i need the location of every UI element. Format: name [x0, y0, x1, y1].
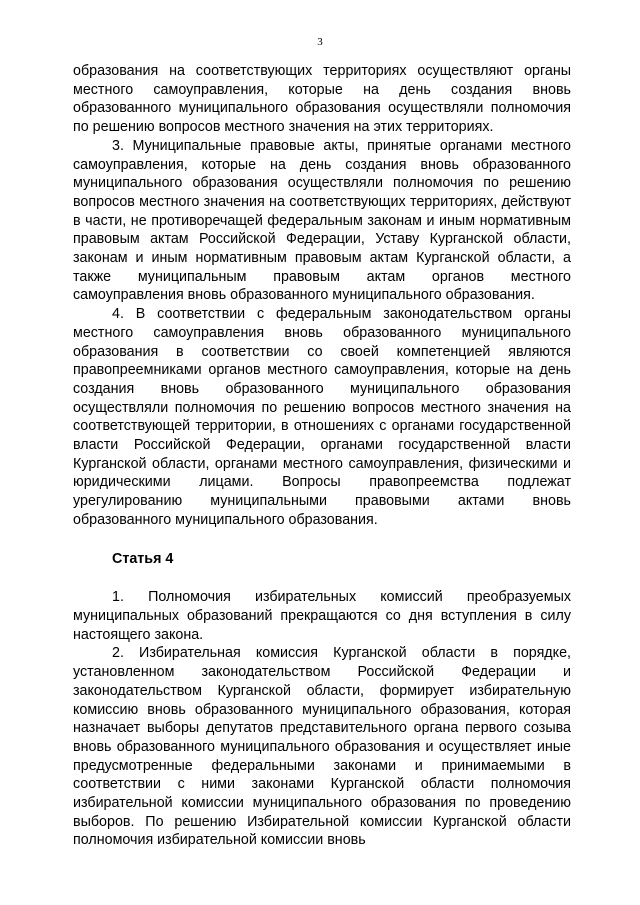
spacer: [73, 530, 571, 550]
page-number: 3: [317, 36, 323, 48]
article-paragraph-1: 1. Полномочия избирательных комиссий преобразуемых муниципальных образований прекращаются со дня вступления в силу настоящего закона.: [73, 589, 571, 643]
article-paragraph-2: 2. Избирательная комиссия Курганской области в порядке, установленном законодательством Российской Федерации и законодательством Курганской области, формирует избирательную комиссию вновь образованного муниципального образования, которая назначает выборы депутатов представительного органа первого созыва вновь образованного муниципального образования и осуществляет иные предусмотренные федеральными законами и принимаемыми в соответствии с ними законами Курганской области полномочия избирательной комиссии муниципального образования по проведению выборов. По решению Избирательной комиссии Курганской области полномочия избирательной комиссии вновь: [73, 645, 571, 849]
spacer: [73, 568, 571, 588]
document-body: [73, 62, 571, 850]
paragraph-item-3: 3. Муниципальные правовые акты, принятые органами местного самоуправления, которые на день создания вновь образованного муниципального образования осуществляли полномочия по решению вопросов местного значения на соответствующих территориях, действуют в части, не противоречащей федеральным законам и иным нормативным правовым актам Российской Федерации, Уставу Курганской области, законам и иным нормативным правовым актам Курганской области, а также муниципальным правовым актам органов местного самоуправления вновь образованного муниципального образования.: [73, 137, 571, 304]
article-heading: Статья 4: [112, 550, 174, 567]
paragraph-continuation: образования на соответствующих территориях осуществляют органы местного самоуправления, которые на день создания вновь образованного муниципального образования осуществляли полномочия по решению вопросов местного значения на этих территориях.: [73, 63, 571, 136]
paragraph-item-4: 4. В соответствии с федеральным законодательством органы местного самоуправления вновь образованного муниципального образования в соответствии со своей компетенцией являются правопреемниками органов местного самоуправления, которые на день создания вновь образованного муниципального образования осуществляли полномочия по решению вопросов местного значения на соответствующей территории, в отношениях с органами государственной власти Российской Федерации, органами государственной власти Курганской области, органами местного самоуправления, физическими и юридическими лицами. Вопросы правопреемства подлежат урегулированию муниципальными правовыми актами вновь образованного муниципального образования.: [73, 306, 571, 528]
